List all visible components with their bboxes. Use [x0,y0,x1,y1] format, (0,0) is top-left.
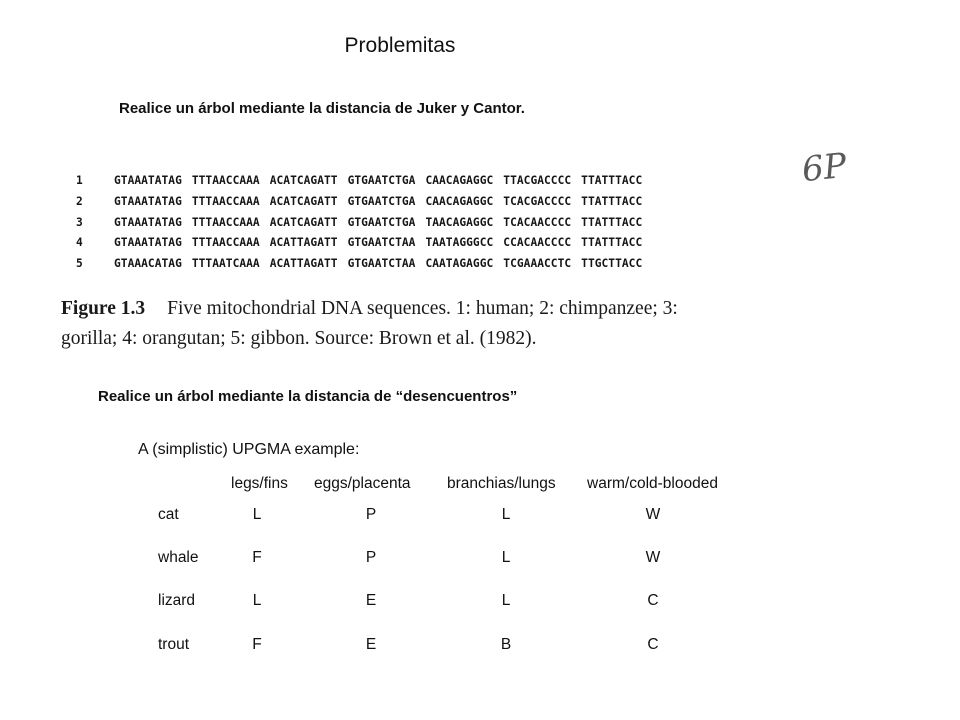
caption-line-1: Five mitochondrial DNA sequences. 1: human; 2: chimpanzee; 3: [167,298,678,319]
sequence-block: ACATTAGATT [269,236,338,249]
sequence-block: GTAAATATAG [114,216,182,229]
sequence-block: TTGCTTACC [581,257,643,270]
sequence-block: TCACGACCCC [503,195,572,208]
table-cell: P [365,506,377,523]
table-cell: L [252,506,262,523]
upgma-title: A (simplistic) UPGMA example: [138,441,360,458]
sequence-block: TTTAACCAAA [191,174,260,187]
table-cell: L [252,592,262,609]
sequence-block: GTAAATATAG [114,174,182,187]
sequence-block: GTGAATCTGA [347,195,416,208]
sequence-block: TTTAACCAAA [191,216,260,229]
dna-figure-scan [58,140,850,362]
table-cell: L [501,506,511,523]
table-cell: E [365,592,377,609]
sequence-block: GTAAATATAG [114,236,182,249]
instruction-mismatch: Realice un árbol mediante la distancia de “desencuentros” [98,388,518,405]
sequence-number: 2 [76,195,83,208]
sequence-block: TTATTTACC [581,216,643,229]
sequence-block: ACATCAGATT [269,216,338,229]
sequence-block: TTTAACCAAA [191,236,260,249]
sequence-row [76,257,652,270]
sequence-row [76,174,652,187]
column-header: branchias/lungs [447,475,556,492]
row-label: cat [158,506,179,523]
caption-line-2: gorilla; 4: orangutan; 5: gibbon. Source: Brown et al. (1982). [61,328,537,349]
figure-label: Figure 1.3 [61,298,146,319]
column-header: warm/cold-blooded [587,475,718,492]
sequence-block: TTTAACCAAA [191,195,260,208]
sequence-number: 4 [76,236,83,249]
table-cell: F [252,549,262,566]
column-header: eggs/placenta [314,475,411,492]
table-cell: E [365,636,377,653]
table-cell: L [501,549,511,566]
sequence-block: TTACGACCCC [503,174,572,187]
table-cell: P [365,549,377,566]
sequence-number: 3 [76,216,83,229]
table-cell: L [501,592,511,609]
sequence-row [76,216,652,229]
sequence-block: TTATTTACC [581,174,643,187]
sequence-block: GTGAATCTGA [347,174,416,187]
sequence-block: CAATAGAGGC [425,257,494,270]
instruction-jukes-cantor: Realice un árbol mediante la distancia de Juker y Cantor. [119,100,525,117]
table-cell: F [252,636,262,653]
sequence-block: GTGAATCTAA [347,236,416,249]
sequence-block: GTGAATCTGA [347,216,416,229]
handwritten-note: 6P [800,145,849,191]
sequence-block: TCACAACCCC [503,216,572,229]
sequence-block: CCACAACCCC [503,236,572,249]
table-cell: C [647,636,659,653]
sequence-block: GTAAACATAG [114,257,182,270]
sequence-number: 5 [76,257,83,270]
sequence-block: CAACAGAGGC [425,174,494,187]
row-label: lizard [158,592,196,609]
sequence-block: TCGAAACCTC [503,257,572,270]
sequence-block: ACATCAGATT [269,174,338,187]
sequence-block: CAACAGAGGC [425,195,494,208]
sequence-row [76,236,652,249]
sequence-row [76,195,652,208]
sequence-block: ACATTAGATT [269,257,338,270]
table-cell: W [645,549,661,566]
row-label: whale [158,549,199,566]
sequence-block: GTAAATATAG [114,195,182,208]
sequence-number: 1 [76,174,83,187]
table-cell: C [647,592,659,609]
page-title: Problemitas [344,34,456,57]
sequence-block: TTATTTACC [581,195,643,208]
row-label: trout [158,636,190,653]
sequence-block: GTGAATCTAA [347,257,416,270]
table-cell: B [500,636,512,653]
sequence-block: ACATCAGATT [269,195,338,208]
figure-caption [61,294,841,354]
sequence-block: TTTAATCAAA [191,257,260,270]
sequence-block: TTATTTACC [581,236,643,249]
sequence-block: TAATAGGGCC [425,236,494,249]
table-cell: W [645,506,661,523]
column-header: legs/fins [231,475,288,492]
sequence-block: TAACAGAGGC [425,216,494,229]
